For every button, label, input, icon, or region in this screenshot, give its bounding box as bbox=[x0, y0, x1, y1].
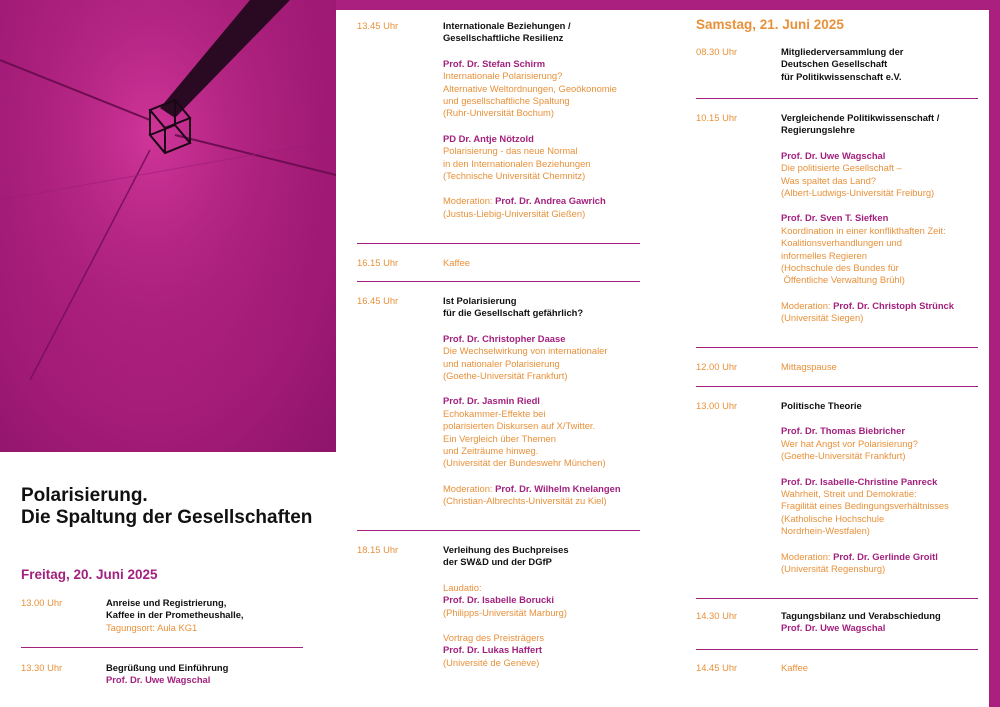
talk-title: Die politisierte Gesellschaft – bbox=[781, 162, 902, 174]
speaker-block bbox=[443, 395, 621, 469]
institution: (Goethe-Universität Frankfurt) bbox=[443, 370, 568, 382]
friday-heading: Freitag, 20. Juni 2025 bbox=[21, 567, 158, 582]
entry-title: Politische Theorie bbox=[781, 400, 862, 411]
speaker-name: Prof. Dr. Christopher Daase bbox=[443, 332, 566, 344]
entry-title: Kaffee in der Prometheushalle, bbox=[106, 609, 244, 621]
institution: (Universität Siegen) bbox=[781, 312, 864, 324]
talk-title: Internationale Polarisierung? bbox=[443, 70, 563, 82]
venue bbox=[106, 622, 244, 634]
entry-title: Tagungsbilanz und Verabschiedung bbox=[781, 610, 941, 621]
entry-content bbox=[106, 662, 228, 687]
moderator-name: Prof. Dr. Wilhelm Knelangen bbox=[495, 482, 621, 494]
talk-title: und nationaler Polarisierung bbox=[443, 357, 560, 369]
entry-time: 16.45 Uhr bbox=[357, 295, 399, 306]
title-line-2: Die Spaltung der Gesellschaften bbox=[21, 507, 313, 528]
entry-title: Mitgliederversammlung der bbox=[781, 46, 904, 57]
institution: (Philipps-Universität Marburg) bbox=[443, 606, 567, 618]
entry-title: Gesellschaftliche Resilienz bbox=[443, 32, 564, 44]
divider bbox=[357, 243, 640, 244]
entry-title: Deutschen Gesellschaft bbox=[781, 58, 888, 70]
entry-content bbox=[781, 610, 941, 635]
entry-time: 16.15 Uhr bbox=[357, 257, 399, 268]
talk-title: Koalitionsverhandlungen und bbox=[781, 237, 902, 249]
moderator-name: Prof. Dr. Christoph Strünck bbox=[833, 299, 954, 311]
entry-content bbox=[781, 400, 949, 575]
divider bbox=[696, 386, 978, 387]
entry-title: für Politikwissenschaft e.V. bbox=[781, 70, 902, 82]
title-line-1: Polarisierung. bbox=[21, 485, 148, 506]
divider bbox=[696, 347, 978, 348]
talk-title: Koordination in einer konflikthaften Zeit: bbox=[781, 224, 946, 236]
entry-content bbox=[106, 597, 244, 634]
entry-title: Ist Polarisierung bbox=[443, 295, 517, 306]
entry-title: der SW&D und der DGfP bbox=[443, 556, 552, 568]
institution: (Justus-Liebig-Universität Gießen) bbox=[443, 207, 586, 219]
talk-title: Wer hat Angst vor Polarisierung? bbox=[781, 437, 918, 449]
talk-title: Wahrheit, Streit und Demokratie: bbox=[781, 488, 917, 500]
speaker-name: Prof. Dr. Uwe Wagschal bbox=[781, 622, 886, 634]
speaker-name: Prof. Dr. Uwe Wagschal bbox=[106, 674, 211, 686]
divider bbox=[696, 649, 978, 650]
entry-title: Begrüßung und Einführung bbox=[106, 662, 229, 673]
talk-title: Alternative Weltordnungen, Geoökonomie bbox=[443, 82, 617, 94]
moderation-block bbox=[781, 300, 954, 325]
moderation-label: Moderation: bbox=[443, 482, 493, 494]
institution: Nordrhein-Westfalen) bbox=[781, 525, 870, 537]
venue-value: Aula KG1 bbox=[157, 621, 198, 633]
entry-time: 08.30 Uhr bbox=[696, 46, 738, 57]
speaker-name: PD Dr. Antje Nötzold bbox=[443, 132, 534, 144]
venue-label: Tagungsort: bbox=[106, 621, 155, 633]
institution: (Katholische Hochschule bbox=[781, 512, 885, 524]
speaker-name: Prof. Dr. Isabelle-Christine Panreck bbox=[781, 475, 938, 487]
speaker-block bbox=[781, 425, 949, 462]
right-frame-bar bbox=[989, 0, 1000, 707]
entry-time: 18.15 Uhr bbox=[357, 544, 399, 555]
speaker-block bbox=[443, 133, 617, 183]
entry-title: Kaffee bbox=[443, 257, 470, 268]
institution: (Université de Genève) bbox=[443, 656, 540, 668]
entry-title: Internationale Beziehungen / bbox=[443, 20, 571, 31]
speaker-name: Prof. Dr. Stefan Schirm bbox=[443, 57, 546, 69]
divider bbox=[357, 530, 640, 531]
talk-title: Ein Vergleich über Themen bbox=[443, 432, 556, 444]
talk-title: Polarisierung - das neue Normal bbox=[443, 145, 578, 157]
talk-title: polarisierten Diskursen auf X/Twitter. bbox=[443, 420, 596, 432]
speaker-name: Prof. Dr. Thomas Biebricher bbox=[781, 425, 905, 437]
vortrag-block bbox=[443, 632, 569, 669]
talk-title: informelles Regieren bbox=[781, 249, 867, 261]
entry-content bbox=[781, 112, 954, 325]
talk-title: Was spaltet das Land? bbox=[781, 174, 877, 186]
entry-title: Kaffee bbox=[781, 662, 808, 673]
laudatio-block bbox=[443, 582, 569, 619]
institution: (Albert-Ludwigs-Universität Freiburg) bbox=[781, 187, 935, 199]
entry-time: 13.00 Uhr bbox=[696, 400, 738, 411]
institution: (Ruhr-Universität Bochum) bbox=[443, 107, 554, 119]
page-title bbox=[21, 485, 312, 529]
speaker-name: Prof. Dr. Isabelle Borucki bbox=[443, 594, 554, 606]
moderation-block bbox=[443, 195, 617, 220]
divider bbox=[696, 98, 978, 99]
entry-time: 13.00 Uhr bbox=[21, 597, 63, 608]
entry-title: Verleihung des Buchpreises bbox=[443, 544, 569, 555]
entry-title: für die Gesellschaft gefährlich? bbox=[443, 307, 584, 319]
moderation-block bbox=[443, 483, 621, 508]
divider bbox=[21, 647, 303, 648]
talk-title: und gesellschaftliche Spaltung bbox=[443, 95, 570, 107]
entry-title: Regierungslehre bbox=[781, 124, 855, 136]
institution: (Hochschule des Bundes für bbox=[781, 262, 899, 274]
talk-title: Die Wechselwirkung von internationaler bbox=[443, 345, 608, 357]
entry-time: 14.45 Uhr bbox=[696, 662, 738, 673]
institution: (Universität der Bundeswehr München) bbox=[443, 457, 606, 469]
entry-content bbox=[443, 20, 617, 220]
saturday-heading: Samstag, 21. Juni 2025 bbox=[696, 17, 844, 32]
laudatio-label: Laudatio: bbox=[443, 581, 482, 593]
entry-time: 12.00 Uhr bbox=[696, 361, 738, 372]
entry-time: 13.30 Uhr bbox=[21, 662, 63, 673]
entry-time: 10.15 Uhr bbox=[696, 112, 738, 123]
entry-content bbox=[443, 295, 621, 508]
entry-title: Anreise und Registrierung, bbox=[106, 597, 227, 608]
speaker-block bbox=[781, 476, 949, 538]
institution: (Technische Universität Chemnitz) bbox=[443, 170, 586, 182]
vortrag-label: Vortrag des Preisträgers bbox=[443, 632, 545, 644]
moderation-label: Moderation: bbox=[781, 299, 831, 311]
entry-title: Vergleichende Politikwissenschaft / bbox=[781, 112, 940, 123]
speaker-name: Prof. Dr. Lukas Haffert bbox=[443, 644, 542, 656]
lantern-photo bbox=[0, 0, 336, 452]
entry-time: 13.45 Uhr bbox=[357, 20, 399, 31]
speaker-name: Prof. Dr. Jasmin Riedl bbox=[443, 395, 540, 407]
speaker-name: Prof. Dr. Uwe Wagschal bbox=[781, 149, 886, 161]
entry-time: 14.30 Uhr bbox=[696, 610, 738, 621]
speaker-block bbox=[781, 212, 954, 286]
speaker-block bbox=[443, 58, 617, 120]
divider bbox=[357, 281, 640, 282]
entry-content bbox=[781, 46, 903, 83]
speaker-name: Prof. Dr. Sven T. Siefken bbox=[781, 212, 889, 224]
institution: Öffentliche Verwaltung Brühl) bbox=[781, 274, 905, 286]
speaker-block bbox=[781, 150, 954, 200]
institution: (Christian-Albrechts-Universität zu Kiel) bbox=[443, 495, 607, 507]
top-frame-bar bbox=[336, 0, 1000, 10]
entry-content bbox=[443, 544, 569, 669]
moderation-label: Moderation: bbox=[443, 195, 493, 207]
speaker-block bbox=[443, 333, 621, 383]
moderation-label: Moderation: bbox=[781, 550, 831, 562]
institution: (Goethe-Universität Frankfurt) bbox=[781, 450, 906, 462]
moderation-block bbox=[781, 551, 949, 576]
talk-title: und Zeiträume hinweg. bbox=[443, 445, 539, 457]
moderator-name: Prof. Dr. Andrea Gawrich bbox=[495, 195, 606, 207]
moderator-name: Prof. Dr. Gerlinde Groitl bbox=[833, 550, 938, 562]
entry-title: Mittagspause bbox=[781, 361, 837, 372]
talk-title: Echokammer-Effekte bei bbox=[443, 407, 546, 419]
talk-title: Fragilität eines Bedingungsverhältnisses bbox=[781, 500, 949, 512]
divider bbox=[696, 598, 978, 599]
talk-title: in den Internationalen Beziehungen bbox=[443, 157, 591, 169]
institution: (Universität Regensburg) bbox=[781, 563, 886, 575]
